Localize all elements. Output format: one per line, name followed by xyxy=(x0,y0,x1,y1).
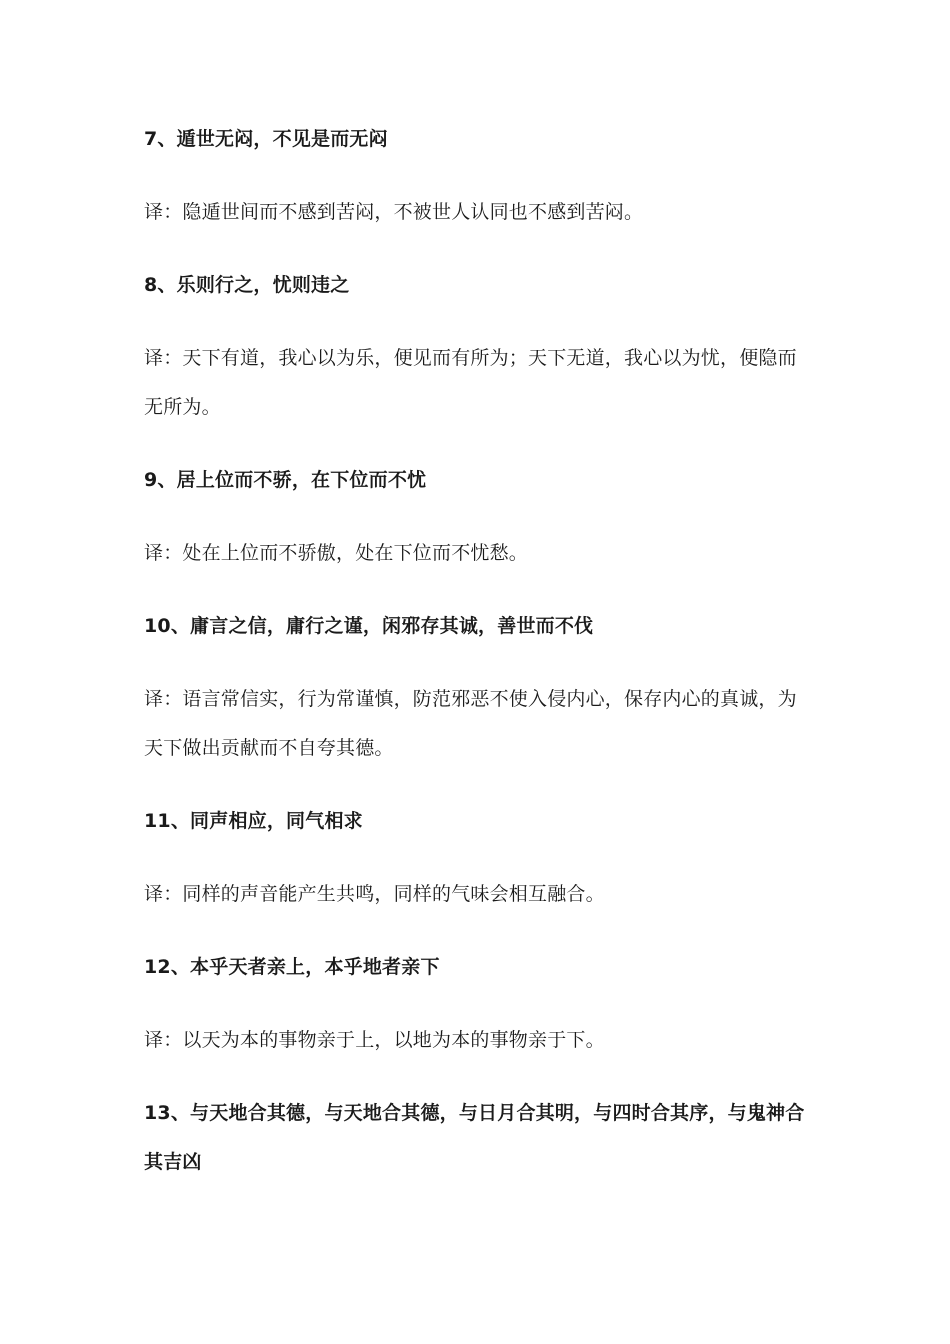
entry-12 xyxy=(144,943,809,1089)
entry-title: 10、庸言之信，庸行之谨，闲邪存其诚，善世而不伐 xyxy=(144,615,594,637)
entry-title: 12、本乎天者亲上，本乎地者亲下 xyxy=(144,956,440,978)
entry-translation: 译：天下有道，我心以为乐，便见而有所为；天下无道，我心以为忧，便隐而无所为。 xyxy=(144,347,797,418)
entry-title: 7、遁世无闷，不见是而无闷 xyxy=(144,128,388,150)
entry-translation: 译：语言常信实，行为常谨慎，防范邪恶不使入侵内心，保存内心的真诚，为天下做出贡献而不自夸其德。 xyxy=(144,688,797,759)
entry-translation: 译：隐遁世间而不感到苦闷，不被世人认同也不感到苦闷。 xyxy=(144,201,644,223)
entry-7 xyxy=(144,115,809,261)
entry-title: 8、乐则行之，忧则违之 xyxy=(144,274,350,296)
entry-translation: 译：处在上位而不骄傲，处在下位而不忧愁。 xyxy=(144,542,529,564)
entry-10 xyxy=(144,602,809,797)
entry-9 xyxy=(144,456,809,602)
entry-title: 11、同声相应，同气相求 xyxy=(144,810,363,832)
entry-8 xyxy=(144,261,809,456)
entry-translation: 译：同样的声音能产生共鸣，同样的气味会相互融合。 xyxy=(144,883,605,905)
entry-translation: 译：以天为本的事物亲于上，以地为本的事物亲于下。 xyxy=(144,1029,605,1051)
entry-title: 13、与天地合其德，与天地合其德，与日月合其明，与四时合其序，与鬼神合其吉凶 xyxy=(144,1102,805,1173)
entry-13 xyxy=(144,1089,809,1187)
entry-11 xyxy=(144,797,809,943)
entry-title: 9、居上位而不骄，在下位而不忧 xyxy=(144,469,427,491)
document-page xyxy=(144,115,809,1187)
